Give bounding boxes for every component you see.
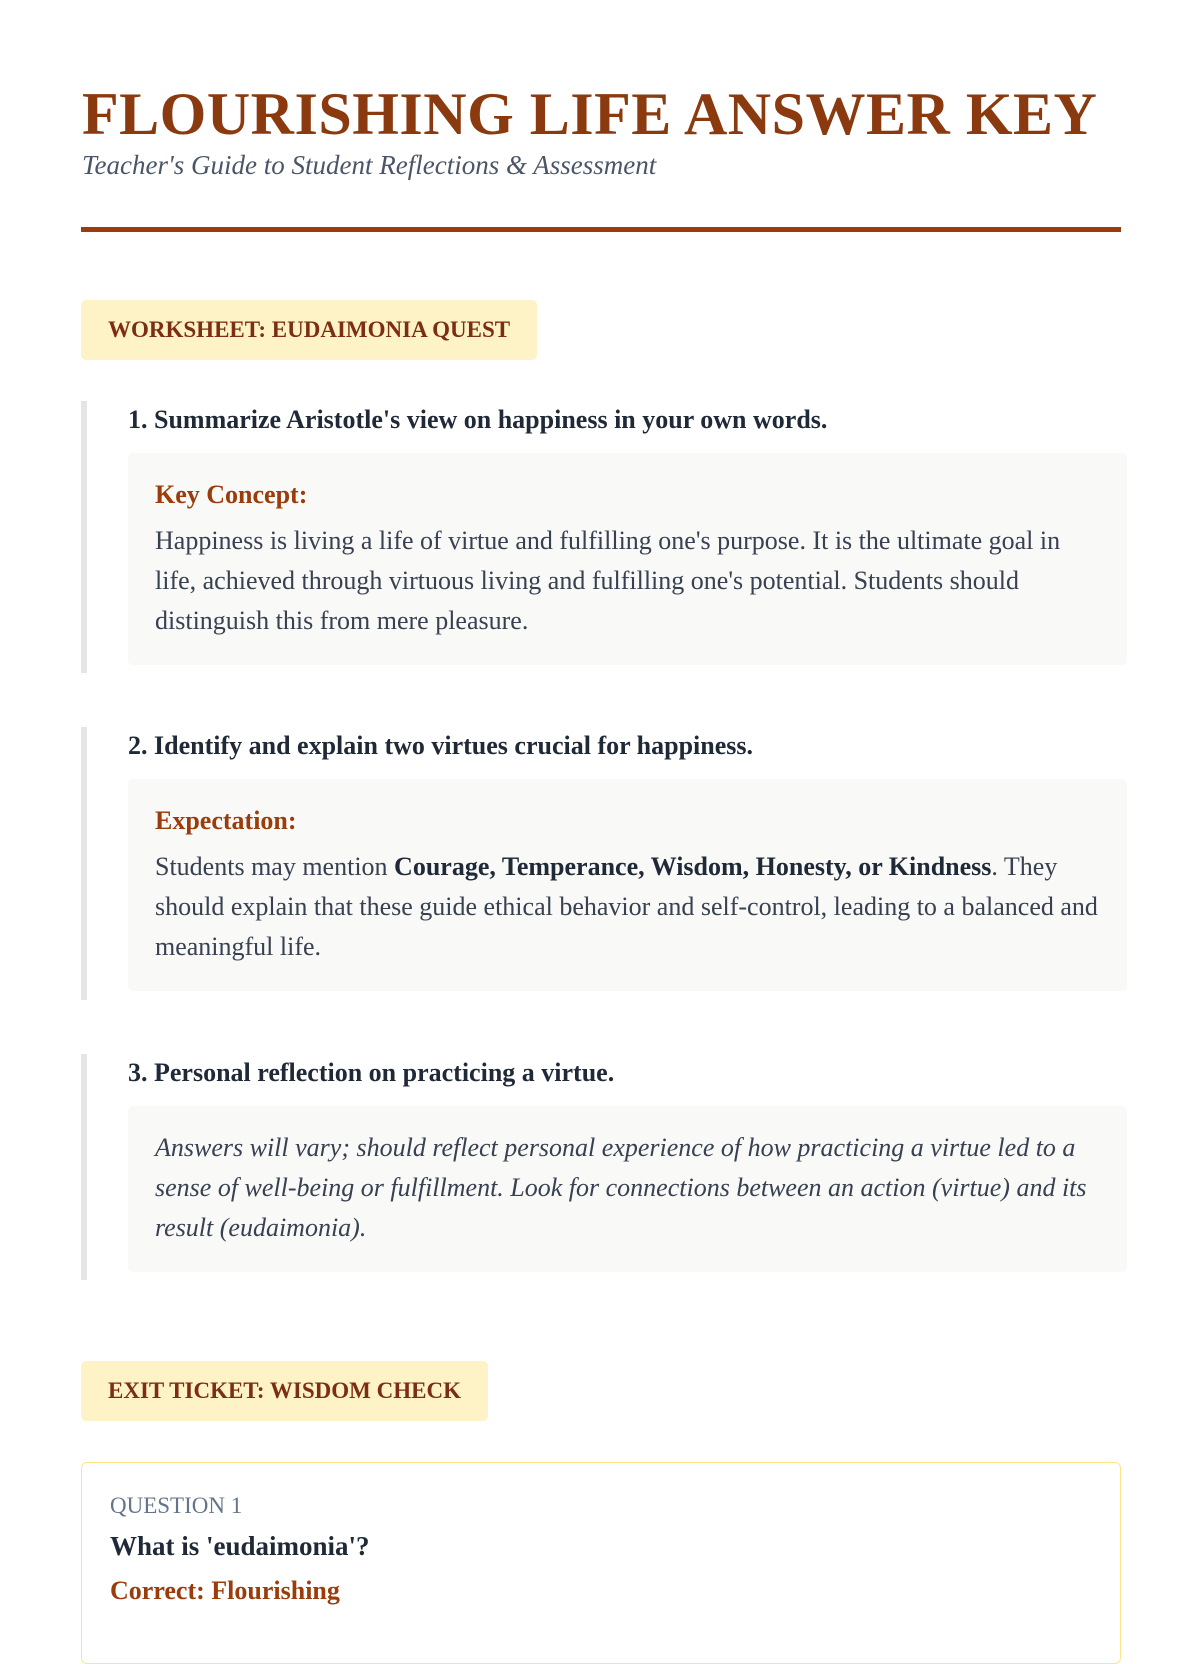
answer-box [128, 1106, 1127, 1272]
answer-box [128, 779, 1127, 991]
answer-text-end: . They should explain that these guide ethical behavior and self-control, leading to a balanced and meaningful life. [155, 852, 1098, 961]
answer-label: Expectation: [155, 806, 297, 835]
answer-label: Key Concept: [155, 480, 308, 509]
question-title: 3. Personal reflection on practicing a virtue. [128, 1058, 615, 1087]
page-subtitle: Teacher's Guide to Student Reflections & Assessment [82, 150, 657, 180]
worksheet-section-badge: WORKSHEET: EUDAIMONIA QUEST [81, 300, 537, 360]
question-text: What is 'eudaimonia'? [110, 1531, 370, 1561]
worksheet-question-1 [81, 401, 1127, 673]
header-divider [81, 227, 1121, 232]
answer-box [128, 453, 1127, 665]
exit-ticket-question-card [81, 1462, 1121, 1664]
question-title: 2. Identify and explain two virtues crucial for happiness. [128, 731, 754, 760]
page-title: FLOURISHING LIFE ANSWER KEY [82, 81, 1098, 147]
answer-text-start: Students may mention [155, 852, 395, 881]
correct-answer: Correct: Flourishing [110, 1576, 340, 1605]
virtues-list: Courage, Temperance, Wisdom, Honesty, or Kindness [394, 852, 992, 881]
worksheet-question-3 [81, 1054, 1127, 1280]
exit-ticket-section-badge: EXIT TICKET: WISDOM CHECK [81, 1361, 488, 1421]
question-number: QUESTION 1 [110, 1493, 243, 1518]
answer-text: Happiness is living a life of virtue and fulfilling one's purpose. It is the ultimate goal in life, achieved through virtuous living and fulfilling one's potential. Students should distinguish this from mere pleasure. [155, 526, 1061, 635]
question-title: 1. Summarize Aristotle's view on happiness in your own words. [128, 405, 828, 434]
answer-text [155, 847, 1101, 967]
worksheet-question-2 [81, 727, 1127, 1000]
answer-text: Answers will vary; should reflect personal experience of how practicing a virtue led to a sense of well-being or fulfillment. Look for connections between an action (virtue) and its result (eudaimonia). [155, 1133, 1087, 1242]
